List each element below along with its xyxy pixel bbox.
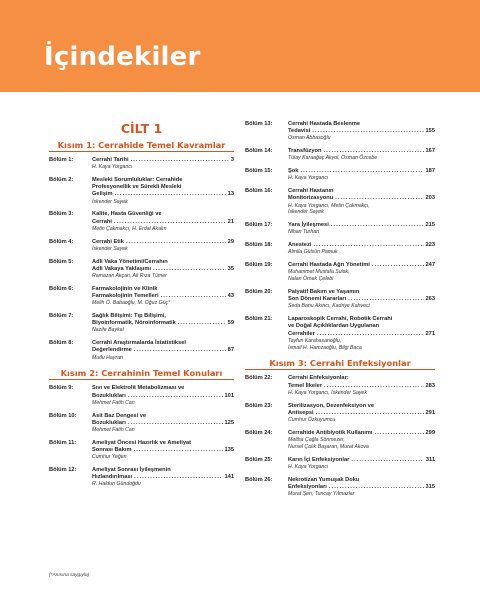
chapter-number: Bölüm 2: <box>49 177 74 183</box>
entry-body <box>92 211 234 232</box>
page-number: 215 <box>425 222 435 229</box>
entry-body <box>288 222 435 236</box>
entry-body <box>92 385 234 406</box>
title-line: Cerrahi Tarihi <box>92 157 129 163</box>
toc-entry[interactable] <box>49 385 234 406</box>
chapter-title <box>288 477 435 491</box>
chapter-number: Bölüm 26: <box>245 476 273 483</box>
toc-entry[interactable] <box>49 177 234 205</box>
chapter-title <box>288 375 435 389</box>
title-line: Şok <box>288 168 299 175</box>
chapter-number: Bölüm 24: <box>245 429 273 436</box>
dot-leader <box>178 320 226 327</box>
title-last-line <box>288 296 435 303</box>
dot-leader <box>161 293 226 300</box>
title-last-line <box>92 447 234 454</box>
chapter-authors: Cumhur Özkuyumcu <box>288 417 336 424</box>
title-line: Sterilizasyon, Dezenfeksiyon ve <box>288 402 374 409</box>
title-last-line <box>92 266 234 273</box>
title-last-line <box>288 484 435 491</box>
chapter-number: Bölüm 15: <box>245 168 273 175</box>
entry-body <box>288 242 435 256</box>
title-last-line <box>288 262 435 269</box>
chapter-authors: Meltha Çağla Sönmezer, <box>288 437 345 444</box>
chapter-title <box>92 385 234 399</box>
dot-leader <box>114 219 226 226</box>
chapter-number: Bölüm 5: <box>49 258 74 265</box>
chapter-authors: İskender Sayek <box>288 209 324 216</box>
chapter-title <box>288 168 435 175</box>
chapter-authors: H. Kaya Yorgancı <box>288 175 329 182</box>
volume-heading: CİLT 1 <box>120 121 163 136</box>
entry-body <box>92 286 234 307</box>
title-line: Son Dönemi Kararları <box>288 296 347 303</box>
chapter-title <box>92 259 234 273</box>
title-last-line <box>92 157 234 164</box>
chapter-authors: Nursel Çalık Başaran, Murat Akova <box>288 443 369 450</box>
chapter-authors: Metin Çakmakçı, H. Erdal Akalın <box>92 225 167 232</box>
chapter-number: Bölüm 1: <box>49 157 74 163</box>
title-line: Mesleki Sorumluluklar: Cerrahide <box>92 177 183 183</box>
page-number: 187 <box>425 168 435 175</box>
title-line: Palyatif Bakım ve Yaşamın <box>288 289 360 295</box>
dot-leader <box>126 239 226 246</box>
dot-leader <box>351 457 423 464</box>
toc-entry[interactable] <box>49 211 234 232</box>
toc-entry[interactable] <box>49 239 234 253</box>
toc-entry[interactable] <box>245 430 435 451</box>
dot-leader <box>131 157 229 164</box>
dot-leader <box>331 222 424 229</box>
page-number: 203 <box>425 195 435 202</box>
page-number: 21 <box>227 218 234 225</box>
chapter-number: Bölüm 3: <box>49 211 74 218</box>
title-last-line <box>288 195 435 202</box>
chapter-title <box>288 430 435 437</box>
chapter-authors: Nazife Baykal <box>92 327 124 334</box>
toc-entry[interactable] <box>245 403 435 424</box>
dot-leader <box>313 242 423 249</box>
entry-body <box>288 168 435 182</box>
title-line: Farmakolojinin Temelleri <box>92 293 159 300</box>
chapter-number: Bölüm 18: <box>245 242 273 249</box>
toc-entry[interactable] <box>245 316 435 351</box>
title-line: Asit Baz Dengesi ve <box>92 412 147 419</box>
title-line: Değerlendirme <box>92 347 132 354</box>
page-number: 43 <box>227 293 234 300</box>
toc-entry[interactable] <box>245 222 435 236</box>
title-last-line <box>92 191 234 198</box>
toc-column-right <box>245 121 435 504</box>
toc-entry[interactable] <box>49 440 234 461</box>
title-line: Laparoskopik Cerrahi, Robotik Cerrahi <box>288 316 393 323</box>
toc-entry[interactable] <box>49 259 234 280</box>
title-line: Farmakolojinin ve Klinik <box>92 285 158 292</box>
chapter-title <box>288 121 435 135</box>
chapter-title <box>92 177 234 199</box>
chapter-authors: Mehmet Fatih Can <box>92 399 135 406</box>
chapter-number: Bölüm 25: <box>245 456 273 463</box>
toc-entry[interactable] <box>245 289 435 310</box>
title-line: Cerrahi Enfeksiyonlar: <box>288 375 349 382</box>
chapter-title <box>92 467 234 481</box>
toc-entry[interactable] <box>49 413 234 434</box>
title-last-line <box>92 420 234 427</box>
chapter-authors: Mutlu Hayran <box>92 354 123 361</box>
chapter-authors: H. Kaya Yorgancı <box>92 164 133 171</box>
chapter-number: Bölüm 12: <box>49 467 77 474</box>
entry-body <box>288 188 435 216</box>
title-line: Gelişim <box>92 191 113 198</box>
page-number: 3 <box>230 157 234 163</box>
dot-leader <box>374 430 423 437</box>
title-last-line <box>92 347 234 354</box>
toc-entry[interactable] <box>245 148 435 162</box>
title-line: Bozuklukları <box>92 419 126 426</box>
title-line: Cerrahi Hastada Beslenme <box>288 121 361 127</box>
chapter-title <box>288 222 435 229</box>
dot-leader <box>128 420 223 427</box>
entry-body <box>288 403 435 424</box>
chapter-authors: Nalan Örnek Çelebi <box>288 276 334 283</box>
toc-entry[interactable] <box>245 188 435 216</box>
entry-body <box>92 313 234 334</box>
chapter-authors: İskender Sayek <box>92 245 128 252</box>
title-line: Cerrahide Antibiyotik Kullanımı <box>288 429 373 436</box>
title-last-line <box>288 168 435 175</box>
section-heading: Kısım 3: Cerrahi Enfeksiyonlar <box>245 357 435 370</box>
entry-body <box>92 467 234 488</box>
entry-body <box>288 148 435 162</box>
section-heading: Kısım 2: Cerrahinin Temel Konuları <box>49 367 234 380</box>
page-number: 315 <box>425 483 435 490</box>
chapter-title <box>288 289 435 303</box>
toc-entry[interactable] <box>245 262 435 283</box>
toc-entry[interactable] <box>245 121 435 142</box>
chapter-authors: R. Haldun Gündoğdu <box>92 481 141 488</box>
dot-leader <box>300 168 423 175</box>
title-last-line <box>288 331 435 338</box>
title-line: Ameliyat Öncesi Hazırlık ve Ameliyat <box>92 439 192 446</box>
chapter-number: Bölüm 7: <box>49 313 74 320</box>
entry-body <box>288 477 435 498</box>
toc-entry[interactable] <box>49 157 234 171</box>
chapter-number: Bölüm 21: <box>245 316 273 323</box>
page-number: 223 <box>425 242 435 249</box>
title-line: Cerrahi Etik <box>92 238 124 245</box>
chapter-authors: Nihan Turhan <box>288 229 320 236</box>
entry-body <box>288 121 435 142</box>
chapter-authors: Osman Abbasoğlu <box>288 135 331 142</box>
title-line: Tedavisi <box>288 128 311 135</box>
chapter-title <box>92 239 234 246</box>
dot-leader <box>115 191 226 198</box>
dot-leader <box>312 128 423 135</box>
chapter-title <box>92 286 234 300</box>
chapter-title <box>288 188 435 202</box>
title-line: Antisepsi <box>288 409 314 416</box>
chapter-number: Bölüm 17: <box>245 222 273 229</box>
chapter-number: Bölüm 8: <box>49 340 74 347</box>
entry-body <box>92 239 234 253</box>
chapter-title <box>288 316 435 338</box>
page-number: 247 <box>425 262 435 269</box>
page-title: İçindekiler <box>44 42 201 72</box>
chapter-number: Bölüm 23: <box>245 402 273 409</box>
chapter-title <box>288 403 435 417</box>
chapter-authors: Mehmet Fatih Can <box>92 427 135 434</box>
title-line: Biyoinformatik, Nöroinformatik <box>92 320 176 327</box>
title-line: Nekrotizan Yumuşak Doku <box>288 476 360 483</box>
page-number: 155 <box>425 128 435 135</box>
dot-leader <box>329 484 424 491</box>
entry-body <box>92 340 234 361</box>
title-line: Adli Vakaya Yaklaşımı <box>92 265 152 272</box>
title-line: Cerrahi Araştırmalarda İstatistiksel <box>92 340 186 347</box>
title-last-line <box>288 430 435 437</box>
title-last-line <box>92 239 234 246</box>
title-line: Cerrahi <box>92 218 112 225</box>
toc-entry[interactable] <box>245 242 435 256</box>
chapter-title <box>92 211 234 225</box>
page-number: 271 <box>425 330 435 337</box>
page-number: 283 <box>425 382 435 389</box>
title-line: Yara İyileşmesi <box>288 222 329 229</box>
chapter-authors: H. Kaya Yorgancı, İskender Sayek <box>288 389 367 396</box>
chapter-number: Bölüm 4: <box>49 238 74 245</box>
page-number: 13 <box>227 191 234 198</box>
toc-entry[interactable] <box>49 340 234 361</box>
title-line: Sonrası Bakım <box>92 447 132 454</box>
title-line: Transfüzyon <box>288 148 322 155</box>
title-last-line <box>288 410 435 417</box>
chapter-number: Bölüm 10: <box>49 412 77 419</box>
dot-leader <box>324 383 423 390</box>
title-last-line <box>92 219 234 226</box>
dot-leader <box>335 195 423 202</box>
chapter-number: Bölüm 19: <box>245 262 273 269</box>
page-number: 263 <box>425 296 435 303</box>
toc-entry[interactable] <box>245 375 435 396</box>
dot-leader <box>372 262 424 269</box>
chapter-title <box>288 242 435 249</box>
toc-entry[interactable] <box>49 313 234 334</box>
title-line: ve Doğal Açıklıklardan Uygulanan <box>288 323 380 330</box>
entry-body <box>92 177 234 205</box>
chapter-authors: İsmail H. Hamzaoğlu, Bilgi Baca <box>288 344 362 351</box>
chapter-title <box>92 440 234 454</box>
chapter-authors: Tayfun Karahasanoğlu, <box>288 337 342 344</box>
chapter-authors: H. Kaya Yorgancı, Metin Çakmakçı, <box>288 202 370 209</box>
chapter-authors: Murat Şen, Tuncay Yılmazlar <box>288 491 355 498</box>
dot-leader <box>316 410 424 417</box>
page-number: 87 <box>227 347 234 354</box>
dot-leader <box>134 447 223 454</box>
title-line: Anestezi <box>288 242 312 249</box>
title-last-line <box>288 457 435 464</box>
chapter-authors: Cumhur Yeğen <box>92 454 127 461</box>
chapter-title <box>288 262 435 269</box>
title-line: Cerrahi Hastada Ağrı Yönetimi <box>288 262 370 269</box>
title-last-line <box>288 222 435 229</box>
chapter-authors: Tülay Karaağaç Akyol, Osman Özcebe <box>288 155 378 162</box>
chapter-number: Bölüm 6: <box>49 285 74 292</box>
chapter-number: Bölüm 11: <box>49 439 77 446</box>
toc-entry[interactable] <box>245 168 435 182</box>
title-last-line <box>92 393 234 400</box>
dot-leader <box>134 474 222 481</box>
toc-column-left <box>49 121 234 494</box>
page-number: 125 <box>224 419 234 426</box>
title-line: Karın İçi Enfeksiyonlar <box>288 456 350 463</box>
page-number: 35 <box>227 265 234 272</box>
page-number: 141 <box>224 474 234 481</box>
title-last-line <box>92 474 234 481</box>
entry-body <box>288 289 435 310</box>
chapter-authors: Almila Gülsün Pamuk <box>288 249 338 256</box>
chapter-number: Bölüm 9: <box>49 385 74 392</box>
chapter-authors: Seda Banu Akıncı, Kadriye Kahveci <box>288 303 370 310</box>
chapter-title <box>288 457 435 464</box>
entry-body <box>92 157 234 171</box>
page-number: 311 <box>425 456 435 463</box>
dot-leader <box>128 393 223 400</box>
title-last-line <box>288 128 435 135</box>
entry-body <box>288 457 435 471</box>
chapter-authors: H. Kaya Yorgancı <box>288 463 329 470</box>
dot-leader <box>134 347 226 354</box>
chapter-title <box>92 413 234 427</box>
dot-leader <box>317 331 424 338</box>
toc-entry[interactable] <box>245 457 435 471</box>
title-line: Cerrahiler <box>288 330 315 337</box>
footnote: (*Anısına saygıyla) <box>49 573 90 578</box>
title-line: Bozuklukları <box>92 392 126 399</box>
title-line: Sıvı ve Elektrolit Metabolizması ve <box>92 385 185 392</box>
title-line: Adli Vaka Yönetimi/Cerrahın <box>92 258 168 265</box>
dot-leader <box>348 296 423 303</box>
chapter-number: Bölüm 20: <box>245 289 273 295</box>
entry-body <box>92 413 234 434</box>
entry-body <box>288 262 435 283</box>
title-last-line <box>288 242 435 249</box>
title-line: Cerrahi Hastanın <box>288 188 334 195</box>
title-line: Kalite, Hasta Güvenliği ve <box>92 211 162 218</box>
title-banner <box>0 0 480 92</box>
page-number: 101 <box>224 392 234 399</box>
chapter-number: Bölüm 22: <box>245 375 273 382</box>
title-line: Temel İlkeler <box>288 382 323 389</box>
toc-entry[interactable] <box>245 477 435 498</box>
chapter-authors: Ramazan Akçan, Ali Rıza Tümer <box>92 273 167 280</box>
page-number: 299 <box>425 429 435 436</box>
title-line: Profesyonellik ve Sürekli Mesleki <box>92 184 182 191</box>
section-heading: Kısım 1: Cerrahide Temel Kavramlar <box>49 139 234 152</box>
toc-entry[interactable] <box>49 286 234 307</box>
toc-entry[interactable] <box>49 467 234 488</box>
entry-body <box>288 430 435 451</box>
chapter-title <box>92 340 234 354</box>
entry-body <box>288 316 435 351</box>
chapter-number: Bölüm 13: <box>245 121 273 127</box>
entry-body <box>288 375 435 396</box>
title-line: Ameliyat Sonrası İyileşmenin <box>92 467 171 474</box>
page-number: 59 <box>227 320 234 327</box>
title-line: Enfeksiyonları <box>288 483 327 490</box>
chapter-number: Bölüm 14: <box>245 148 273 155</box>
entry-body <box>92 259 234 280</box>
chapter-authors: Muhammet Mustafa Sulak, <box>288 269 350 276</box>
chapter-authors: Melih Ö. Babaoğlu, M. Oğuz Güç* <box>92 300 171 307</box>
dot-leader <box>153 266 226 273</box>
chapter-number: Bölüm 16: <box>245 188 273 195</box>
title-line: Hızlandırılması <box>92 474 133 481</box>
chapter-authors: İskender Sayek <box>92 198 128 205</box>
title-last-line <box>92 320 234 327</box>
page-number: 291 <box>425 409 435 416</box>
title-last-line <box>288 383 435 390</box>
entry-body <box>92 440 234 461</box>
page-number: 167 <box>425 148 435 155</box>
page-number: 135 <box>224 447 234 454</box>
title-line: Monitorizasyonu <box>288 195 334 202</box>
title-line: Sağlık Bilişimi: Tıp Bilişimi, <box>92 313 166 320</box>
chapter-title <box>92 157 234 164</box>
page-number: 29 <box>227 238 234 245</box>
chapter-title <box>92 313 234 327</box>
